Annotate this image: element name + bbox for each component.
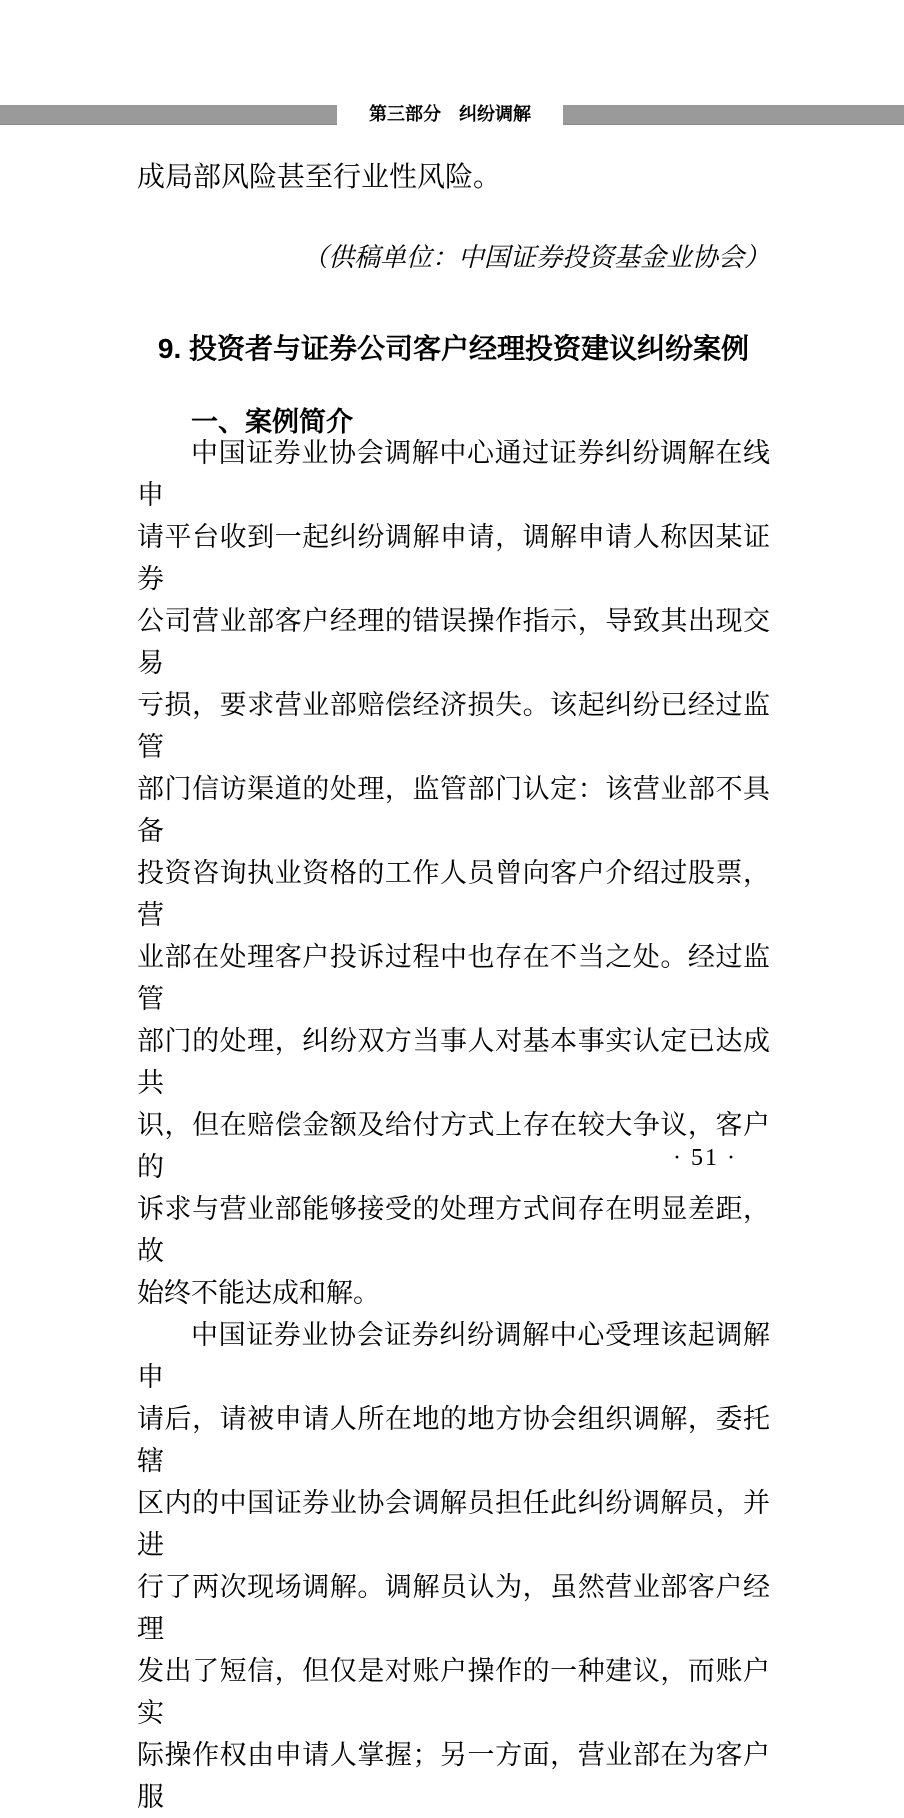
section-heading: 一、案例简介 xyxy=(191,407,353,437)
text-line: 识，但在赔偿金额及给付方式上存在较大争议，客户的 xyxy=(137,1110,770,1182)
text-line: 部门信访渠道的处理，监管部门认定：该营业部不具备 xyxy=(137,774,770,846)
text-line: 区内的中国证券业协会调解员担任此纠纷调解员，并进 xyxy=(137,1488,770,1560)
page-number: · 51 · xyxy=(673,1145,737,1171)
attribution-line: （供稿单位：中国证券投资基金业协会） xyxy=(301,243,770,272)
text-line: 中国证券业协会调解中心通过证券纠纷调解在线申 xyxy=(137,438,770,510)
text-line: 亏损，要求营业部赔偿经济损失。该起纠纷已经过监管 xyxy=(137,690,770,762)
text-line: 始终不能达成和解。 xyxy=(137,1278,380,1308)
header-rule-right xyxy=(563,105,904,125)
text-line: 际操作权由申请人掌握；另一方面，营业部在为客户服 xyxy=(137,1740,770,1812)
paragraph xyxy=(137,432,770,1314)
text-line: 业部在处理客户投诉过程中也存在不当之处。经过监管 xyxy=(137,942,770,1014)
text-line: 诉求与营业部能够接受的处理方式间存在明显差距，故 xyxy=(137,1194,770,1266)
text-line: 投资咨询执业资格的工作人员曾向客户介绍过股票，营 xyxy=(137,858,770,930)
text-line: 中国证券业协会证券纠纷调解中心受理该起调解申 xyxy=(137,1320,770,1392)
text-line: 行了两次现场调解。调解员认为，虽然营业部客户经理 xyxy=(137,1572,770,1644)
case-title: 9. 投资者与证券公司客户经理投资建议纠纷案例 xyxy=(157,333,750,364)
text-line: 部门的处理，纠纷双方当事人对基本事实认定已达成共 xyxy=(137,1026,770,1098)
text-line: 请后，请被申请人所在地的地方协会组织调解，委托辖 xyxy=(137,1404,770,1476)
running-header-title: 第三部分 纠纷调解 xyxy=(369,104,531,124)
paragraph xyxy=(137,1314,770,1818)
text-line: 发出了短信，但仅是对账户操作的一种建议，而账户实 xyxy=(137,1656,770,1728)
text-line: 公司营业部客户经理的错误操作指示，导致其出现交易 xyxy=(137,606,770,678)
header-rule-left xyxy=(0,105,337,125)
body-paragraphs xyxy=(137,432,770,1818)
carryover-paragraph-line: 成局部风险甚至行业性风险。 xyxy=(137,162,502,193)
text-line: 请平台收到一起纠纷调解申请，调解申请人称因某证券 xyxy=(137,522,770,594)
